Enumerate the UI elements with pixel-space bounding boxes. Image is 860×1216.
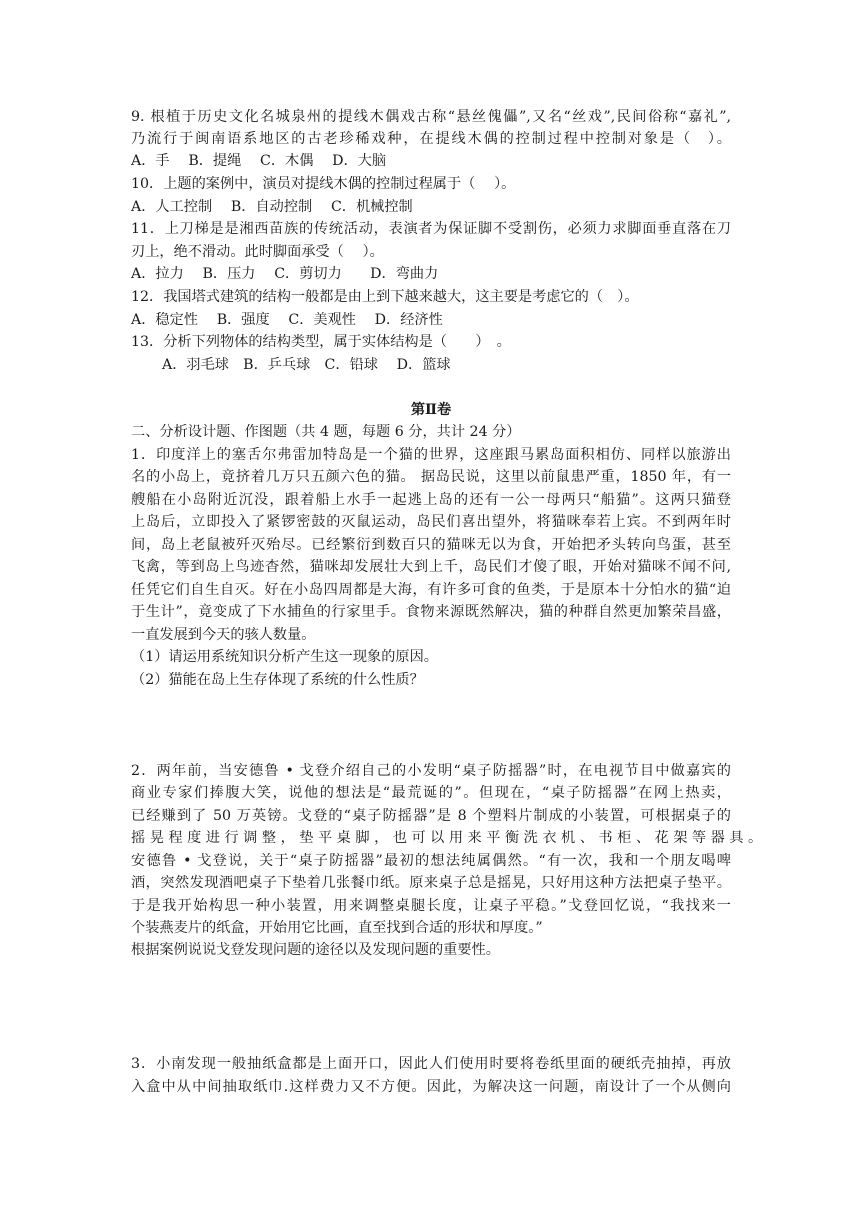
q12-options: A．稳定性 B．强度 C．美观性 D．经济性 bbox=[131, 312, 443, 328]
q11-options: A．拉力 B．压力 C．剪切力 D．弯曲力 bbox=[131, 266, 439, 282]
p2-q1-line-2: 名的小岛上，竟挤着几万只五颜六色的猫。 据岛民说，这里以前鼠患严重，1850 年，有一 bbox=[131, 469, 731, 485]
p2-q2-line-4: 摇 晃 程 度 进 行 调 整 ， 垫 平 桌 脚 ， 也 可 以 用 来 平 衡 洗 衣 机 、 书 柜 、 花 架 等 器 具 。 bbox=[131, 830, 763, 846]
p2-q1-line-3: 艘船在小岛附近沉没，跟着船上水手一起逃上岛的还有一公一母两只“船猫”。这两只猫登 bbox=[131, 492, 731, 508]
p2-q2-line-7: 于是我开始构思一种小装置，用来调整桌腿长度，让桌子平稳。”戈登回忆说，“我找来一 bbox=[131, 898, 731, 914]
q9-options: A．手 B．提绳 C．木偶 D．大脑 bbox=[131, 153, 387, 169]
p2-q2-line-3: 已经赚到了 50 万英镑。戈登的“桌子防摇器”是 8 个塑料片制成的小装置，可根据桌子的 bbox=[131, 808, 731, 824]
p2-q1-line-6: 飞禽，等到岛上鸟迹杳然，猫咪却发展壮大到上千，岛民们才傻了眼，开始对猫咪不闻不问, bbox=[131, 559, 731, 575]
q9-line-1: 9. 根植于历史文化名城泉州的提线木偶戏古称“悬丝傀儡”,又名“丝戏”,民间俗称“嘉礼”, bbox=[131, 109, 731, 125]
q11-line-2: 刃上，绝不滑动。此时脚面承受（ ）。 bbox=[131, 244, 384, 260]
q11-line-1: 11．上刀梯是是湘西苗族的传统活动，表演者为保证脚不受割伤，必须力求脚面垂直落在刀 bbox=[131, 221, 731, 237]
p2-q2-line-5: 安德鲁 • 戈登说，关于“桌子防摇器”最初的想法纯属偶然。“有一次，我和一个朋友喝啤 bbox=[131, 853, 731, 869]
part2-header: 二、分析设计题、作图题（共 4 题，每题 6 分，共计 24 分） bbox=[131, 424, 521, 440]
p2-q3-line-1: 3．小南发现一般抽纸盒都是上面开口，因此人们使用时要将卷纸里面的硬纸壳抽掉，再放 bbox=[131, 1056, 731, 1072]
q10-line-1: 10．上题的案例中，演员对提线木偶的控制过程属于（ ）。 bbox=[131, 176, 516, 192]
p2-q2-prompt: 根据案例说说戈登发现问题的途径以及发现问题的重要性。 bbox=[131, 942, 500, 958]
p2-q1-line-7: 任凭它们自生自灭。好在小岛四周都是大海，有许多可食的鱼类，于是原本十分怕水的猫“迫 bbox=[131, 582, 731, 598]
q13-options: A．羽毛球 B．乒乓球 C．铅球 D．篮球 bbox=[162, 357, 451, 373]
part2-title: 第Ⅱ卷 bbox=[410, 402, 452, 418]
p2-q1-line-5: 间，岛上老鼠被歼灭殆尽。已经繁衍到数百只的猫咪无以为食，开始把矛头转向鸟蛋，甚至 bbox=[131, 537, 731, 553]
p2-q1-line-8: 于生计”，竟变成了下水捕鱼的行家里手。食物来源既然解决，猫的种群自然更加繁荣昌盛， bbox=[131, 604, 731, 620]
q9-line-2: 乃流行于闽南语系地区的古老珍稀戏种，在提线木偶的控制过程中控制对象是（ ）。 bbox=[131, 131, 731, 147]
p2-q2-line-8: 个装燕麦片的纸盒，开始用它比画，直至找到合适的形状和厚度。” bbox=[131, 920, 543, 936]
q13-line-1: 13．分析下列物体的结构类型，属于实体结构是（ ） 。 bbox=[131, 334, 511, 350]
p2-q1-line-4: 上岛后，立即投入了紧锣密鼓的灭鼠运动，岛民们喜出望外，将猫咪奉若上宾。不到两年时 bbox=[131, 514, 731, 530]
p2-q1-line-9: 一直发展到今天的骇人数量。 bbox=[131, 627, 316, 643]
p2-q2-line-1: 2．两年前，当安德鲁 • 戈登介绍自己的小发明“桌子防摇器”时，在电视节目中做嘉宾的 bbox=[131, 763, 731, 779]
q10-options: A．人工控制 B．自动控制 C．机械控制 bbox=[131, 199, 413, 215]
p2-q1-sub-2: （2）猫能在岛上生存体现了系统的什么性质？ bbox=[131, 672, 424, 688]
p2-q1-line-1: 1．印度洋上的塞舌尔弗雷加特岛是一个猫的世界，这座跟马累岛面积相仿、同样以旅游出 bbox=[131, 447, 731, 463]
p2-q3-line-2: 入盒中从中间抽取纸巾.这样费力又不方便。因此，为解决这一问题，南设计了一个从侧向 bbox=[131, 1079, 731, 1095]
p2-q2-line-6: 酒，突然发现酒吧桌子下垫着几张餐巾纸。原来桌子总是摇晃，只好用这种方法把桌子垫平。 bbox=[131, 875, 731, 891]
q12-line-1: 12．我国塔式建筑的结构一般都是由上到下越来越大，这主要是考虑它的（ ）。 bbox=[131, 289, 639, 305]
p2-q1-sub-1: （1）请运用系统知识分析产生这一现象的原因。 bbox=[131, 649, 438, 665]
p2-q2-line-2: 商业专家们捧腹大笑，说他的想法是“最荒诞的”。但现在，“桌子防摇器”在网上热卖， bbox=[131, 785, 731, 801]
